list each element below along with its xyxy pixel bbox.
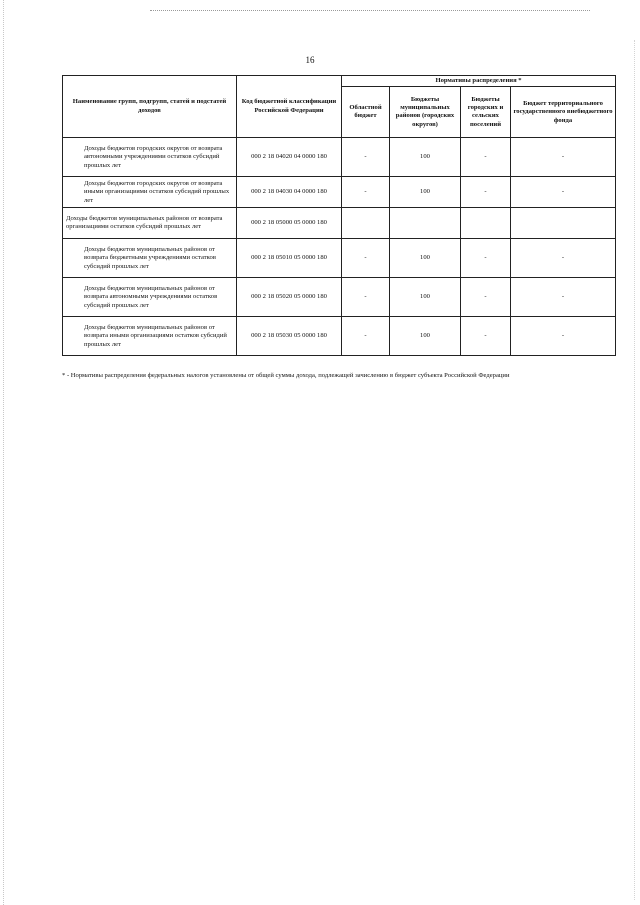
row-value-regional: - — [342, 317, 390, 356]
row-value-regional: - — [342, 138, 390, 177]
row-value-regional — [342, 208, 390, 239]
row-value-municipal: 100 — [390, 138, 461, 177]
table-row — [63, 278, 616, 317]
header-settlement-budgets: Бюджеты городских и сельских поселений — [461, 87, 511, 138]
row-code: 000 2 18 05000 05 0000 180 — [237, 208, 342, 239]
table-row — [63, 317, 616, 356]
row-value-settlement: - — [461, 317, 511, 356]
budget-norms-table — [62, 75, 616, 356]
header-regional-budget: Областной бюджет — [342, 87, 390, 138]
row-value-fund: - — [511, 278, 616, 317]
row-value-settlement: - — [461, 278, 511, 317]
scan-artifact-left — [3, 0, 4, 905]
row-value-fund — [511, 208, 616, 239]
row-name: Доходы бюджетов муниципальных районов от возврата организациями остатков субсидий прошлых лет — [63, 208, 237, 239]
row-name: Доходы бюджетов муниципальных районов от возврата иными организациями остатков субсидий прошлых лет — [63, 317, 237, 356]
header-municipal-budgets: Бюджеты муниципальных районов (городских округов) — [390, 87, 461, 138]
row-value-municipal: 100 — [390, 177, 461, 208]
row-name: Доходы бюджетов городских округов от возврата иными организациями остатков субсидий прошлых лет — [63, 177, 237, 208]
row-value-municipal: 100 — [390, 239, 461, 278]
table-footnote: * - Нормативы распределения федеральных налогов установлены от общей суммы дохода, подлежащей зачислению в бюджет субъекта Российской Федерации — [62, 372, 510, 379]
header-code-col: Код бюджетной классификации Российской Федерации — [237, 76, 342, 138]
scan-artifact-top — [150, 10, 590, 17]
header-norms-group: Нормативы распределения * — [342, 76, 616, 87]
header-extrabudgetary-fund: Бюджет территориального государственного внебюджетного фонда — [511, 87, 616, 138]
row-value-municipal — [390, 208, 461, 239]
row-value-regional: - — [342, 239, 390, 278]
header-name-col: Наименование групп, подгрупп, статей и подстатей доходов — [63, 76, 237, 138]
table-header-row-1 — [63, 76, 616, 87]
row-value-fund: - — [511, 138, 616, 177]
row-value-settlement: - — [461, 177, 511, 208]
row-code: 000 2 18 04020 04 0000 180 — [237, 138, 342, 177]
row-name: Доходы бюджетов городских округов от возврата автономными учреждениями остатков субсидий прошлых лет — [63, 138, 237, 177]
page-number: 16 — [305, 55, 315, 65]
row-value-municipal: 100 — [390, 317, 461, 356]
row-value-fund: - — [511, 317, 616, 356]
row-value-fund: - — [511, 177, 616, 208]
row-code: 000 2 18 05030 05 0000 180 — [237, 317, 342, 356]
row-value-regional: - — [342, 278, 390, 317]
row-value-settlement: - — [461, 138, 511, 177]
row-code: 000 2 18 05020 05 0000 180 — [237, 278, 342, 317]
row-name: Доходы бюджетов муниципальных районов от возврата бюджетными учреждениями остатков субсидий прошлых лет — [63, 239, 237, 278]
row-value-settlement — [461, 208, 511, 239]
table-row — [63, 239, 616, 278]
table-row — [63, 177, 616, 208]
row-value-settlement: - — [461, 239, 511, 278]
scan-artifact-right — [634, 40, 635, 900]
row-value-municipal: 100 — [390, 278, 461, 317]
row-code: 000 2 18 05010 05 0000 180 — [237, 239, 342, 278]
row-value-fund: - — [511, 239, 616, 278]
row-value-regional: - — [342, 177, 390, 208]
row-name: Доходы бюджетов муниципальных районов от возврата автономными учреждениями остатков субсидий прошлых лет — [63, 278, 237, 317]
table-row — [63, 208, 616, 239]
table-row — [63, 138, 616, 177]
row-code: 000 2 18 04030 04 0000 180 — [237, 177, 342, 208]
